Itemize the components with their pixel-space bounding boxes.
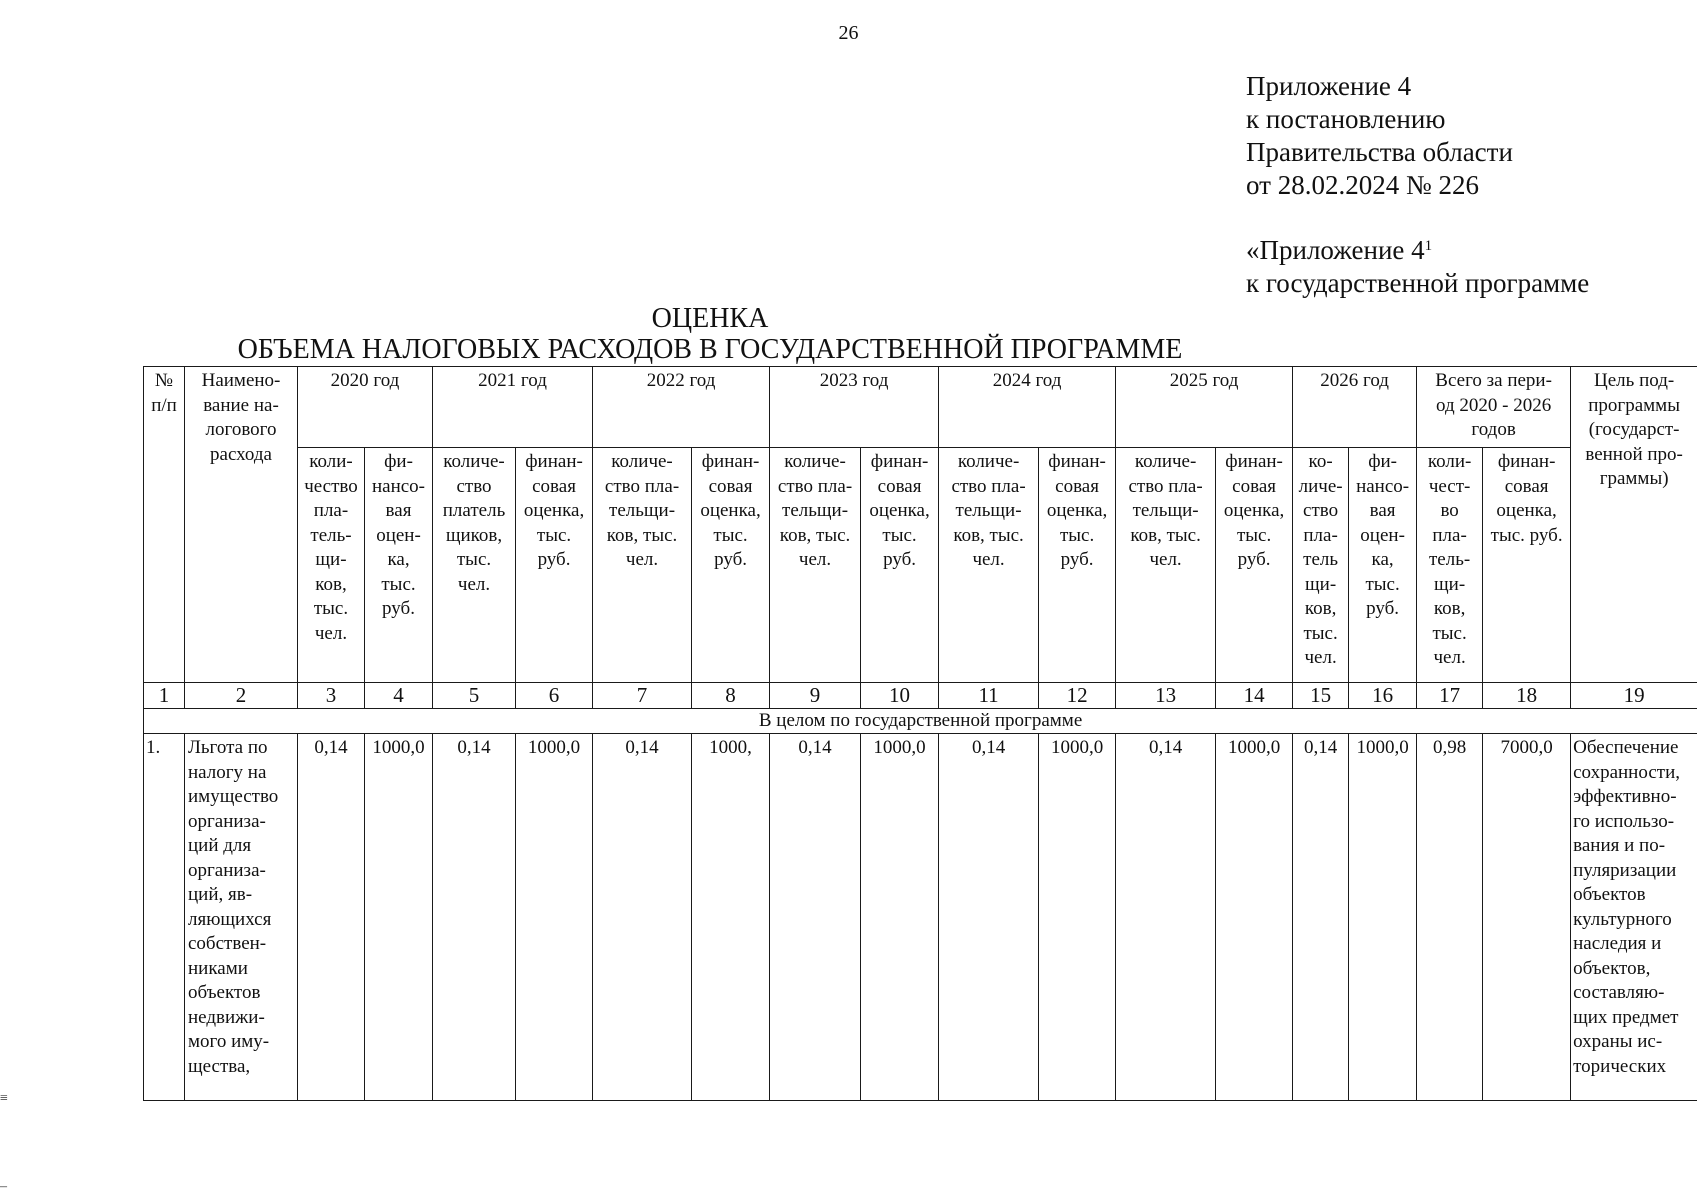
program-appendix-line: к государственной программе (1246, 268, 1590, 298)
header-year: 2024 год (939, 367, 1116, 448)
header-goal: Цель под- программы (государст- венной про- граммы) (1571, 367, 1697, 683)
header-financial-estimate: финан- совая оценка, тыс. руб. (1039, 448, 1116, 683)
program-appendix-line (1246, 234, 1589, 267)
page-number: 26 (838, 22, 859, 44)
scan-margin-mark: – (0, 1179, 7, 1194)
value-cell: 0,14 (298, 734, 365, 1101)
title-line: ОЦЕНКА (651, 303, 769, 334)
column-number: 12 (1039, 683, 1116, 709)
column-number: 16 (1349, 683, 1417, 709)
column-number: 19 (1571, 683, 1697, 709)
header-year: 2020 год (298, 367, 433, 448)
header-payers-count: ко- личе- ство пла- тель щи- ков, тыс. чел. (1293, 448, 1349, 683)
value-cell: 0,14 (433, 734, 516, 1101)
header-year: 2021 год (433, 367, 593, 448)
header-year: 2022 год (593, 367, 770, 448)
appendix-line: от 28.02.2024 № 226 (1246, 170, 1479, 200)
value-cell: 1000,0 (516, 734, 593, 1101)
tax-expenditure-table (143, 366, 1697, 1101)
header-name: Наимено- вание на- логового расхода (185, 367, 298, 683)
value-cell: 1000, (692, 734, 770, 1101)
column-numbers-row (144, 683, 1697, 709)
value-cell: 0,14 (1293, 734, 1349, 1101)
document-title (0, 303, 1420, 365)
title-line: ОБЪЕМА НАЛОГОВЫХ РАСХОДОВ В ГОСУДАРСТВЕННОЙ ПРОГРАММЕ (237, 334, 1183, 365)
value-cell: 1000,0 (1039, 734, 1116, 1101)
value-cell: 1000,0 (1216, 734, 1293, 1101)
column-number: 11 (939, 683, 1039, 709)
value-cell: 7000,0 (1483, 734, 1571, 1101)
column-number: 3 (298, 683, 365, 709)
header-payers-count: коли- чество пла- тель- щи- ков, тыс. чел. (298, 448, 365, 683)
tax-expenditure-name: Льгота по налогу на имущество организа- ций для организа- ций, яв- ляющихся собствен- никами объектов недвижи- мого иму- щества, (185, 734, 298, 1101)
value-cell: 0,98 (1417, 734, 1483, 1101)
value-cell: 1000,0 (365, 734, 433, 1101)
column-number: 4 (365, 683, 433, 709)
value-cell: 0,14 (593, 734, 692, 1101)
row-number: 1. (144, 734, 185, 1101)
header-financial-estimate: фи- нансо- вая оцен- ка, тыс. руб. (365, 448, 433, 683)
header-row-subcolumns (144, 448, 1697, 683)
program-appendix-superscript: 1 (1424, 238, 1433, 254)
column-number: 14 (1216, 683, 1293, 709)
column-number: 13 (1116, 683, 1216, 709)
column-number: 2 (185, 683, 298, 709)
header-year: 2023 год (770, 367, 939, 448)
header-row-years (144, 367, 1697, 448)
column-number: 6 (516, 683, 593, 709)
column-number: 10 (861, 683, 939, 709)
column-number: 8 (692, 683, 770, 709)
header-payers-count: количе- ство пла- тельщи- ков, тыс. чел. (1116, 448, 1216, 683)
column-number: 9 (770, 683, 861, 709)
header-financial-estimate: финан- совая оценка, тыс. руб. (692, 448, 770, 683)
header-payers-count: количе- ство платель щиков, тыс. чел. (433, 448, 516, 683)
program-goal: Обеспечение сохранности, эффективно- го использо- вания и по- пуляризации объектов культурного наследия и объектов, составляю- щих предмет охраны ис- торических (1571, 734, 1697, 1101)
header-total: Всего за пери- од 2020 - 2026 годов (1417, 367, 1571, 448)
value-cell: 0,14 (770, 734, 861, 1101)
section-label: В целом по государственной программе (144, 708, 1697, 734)
header-financial-estimate: финан- совая оценка, тыс. руб. (1483, 448, 1571, 683)
appendix-line: к постановлению (1246, 104, 1446, 134)
header-financial-estimate: финан- совая оценка, тыс. руб. (516, 448, 593, 683)
header-num: № п/п (144, 367, 185, 683)
value-cell: 1000,0 (861, 734, 939, 1101)
section-row (144, 708, 1697, 734)
header-financial-estimate: финан- совая оценка, тыс. руб. (1216, 448, 1293, 683)
column-number: 17 (1417, 683, 1483, 709)
header-financial-estimate: финан- совая оценка, тыс. руб. (861, 448, 939, 683)
column-number: 5 (433, 683, 516, 709)
table-row (144, 734, 1697, 1101)
value-cell: 1000,0 (1349, 734, 1417, 1101)
column-number: 1 (144, 683, 185, 709)
value-cell: 0,14 (1116, 734, 1216, 1101)
column-number: 18 (1483, 683, 1571, 709)
program-appendix-text: «Приложение 4 (1246, 235, 1425, 265)
header-payers-count: количе- ство пла- тельщи- ков, тыс. чел. (593, 448, 692, 683)
header-year: 2025 год (1116, 367, 1293, 448)
header-payers-count: количе- ство пла- тельщи- ков, тыс. чел. (939, 448, 1039, 683)
column-number: 15 (1293, 683, 1349, 709)
scan-margin-mark: ≡ (0, 1091, 8, 1106)
program-appendix-block (1246, 234, 1589, 300)
header-payers-count: количе- ство пла- тельщи- ков, тыс. чел. (770, 448, 861, 683)
appendix-line: Приложение 4 (1246, 71, 1412, 101)
appendix-line: Правительства области (1246, 137, 1513, 167)
column-number: 7 (593, 683, 692, 709)
appendix-block (1246, 70, 1513, 202)
header-payers-count: коли- чест- во пла- тель- щи- ков, тыс. чел. (1417, 448, 1483, 683)
header-year: 2026 год (1293, 367, 1417, 448)
value-cell: 0,14 (939, 734, 1039, 1101)
header-financial-estimate: фи- нансо- вая оцен- ка, тыс. руб. (1349, 448, 1417, 683)
